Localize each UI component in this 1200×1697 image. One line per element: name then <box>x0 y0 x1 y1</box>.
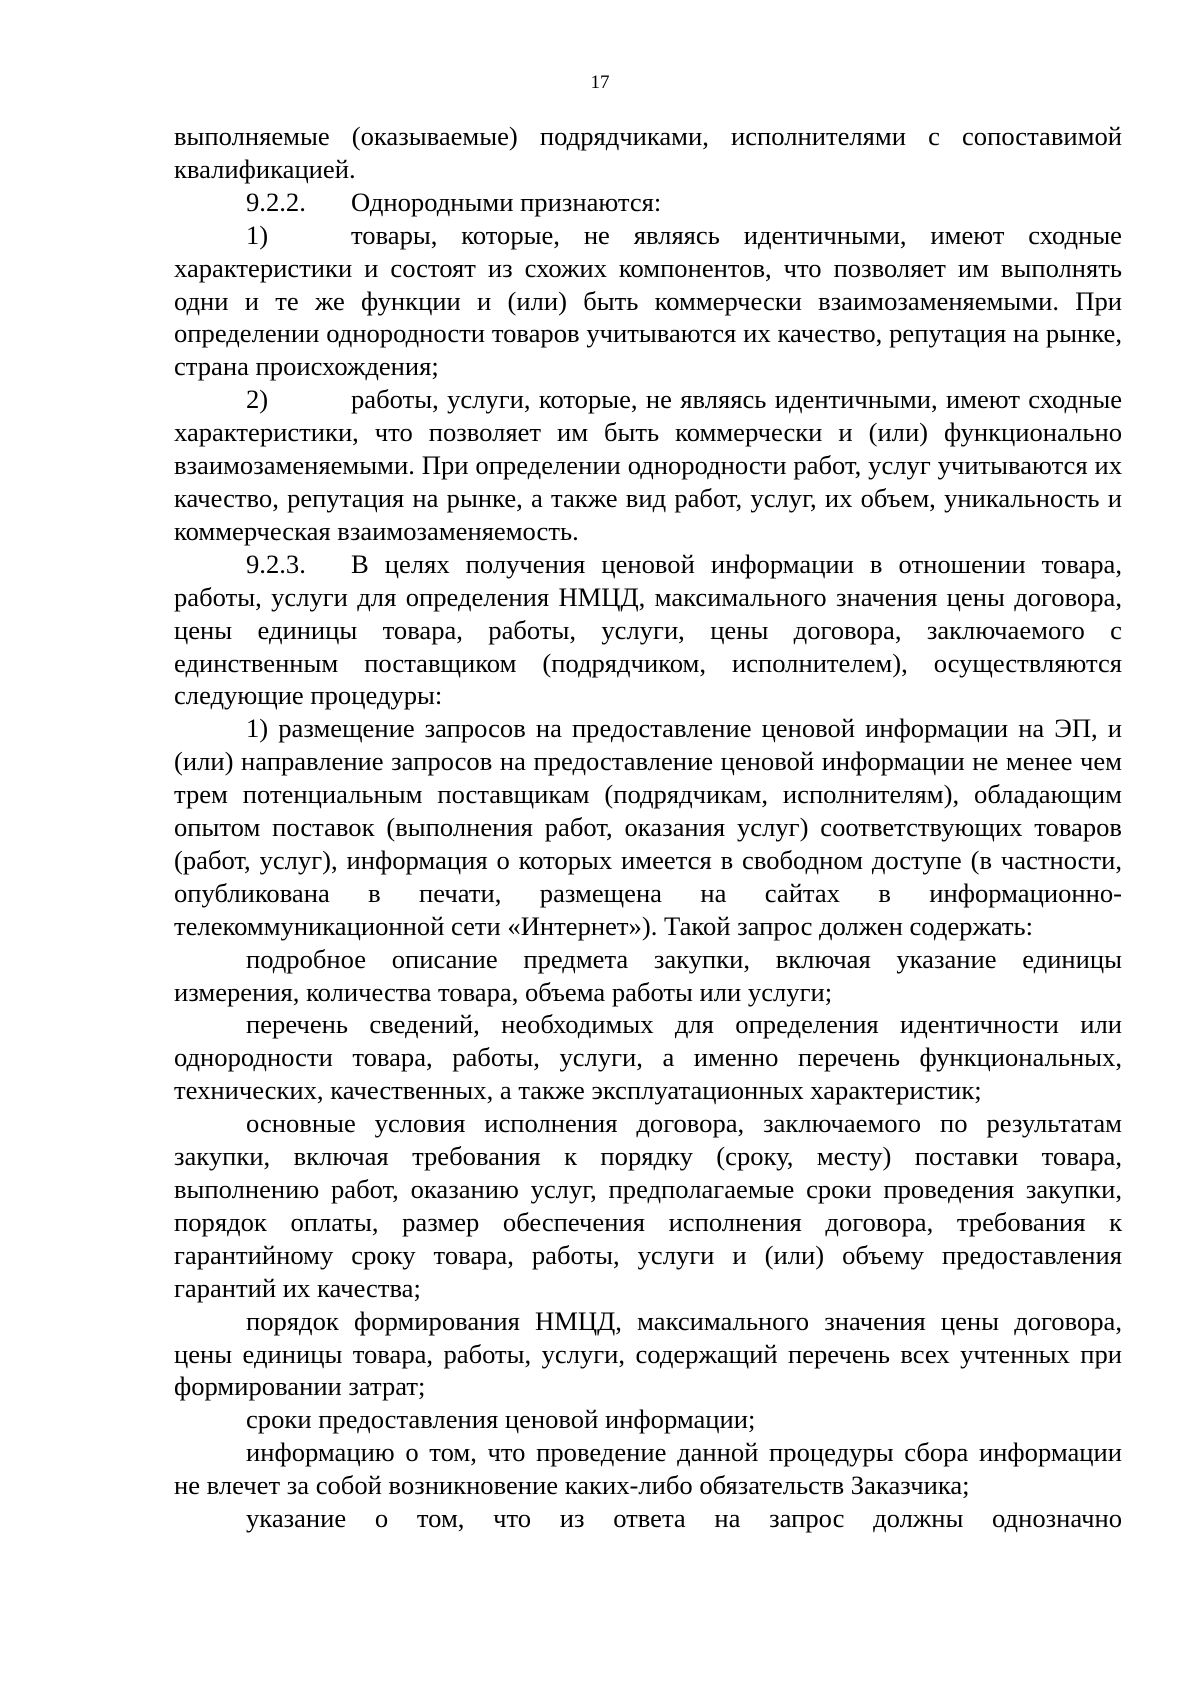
clause-text: Однородными признаются: <box>351 186 662 217</box>
list-item-number: 2) <box>246 384 269 415</box>
list-item-goods <box>174 219 1122 384</box>
list-item-number: 1) <box>246 219 269 250</box>
procedure-item-1: 1) размещение запросов на предоставление ценовой информации на ЭП, и (или) направление запросов на предоставление ценовой информации не менее чем трем потенциальным поставщикам (подрядчикам, исполнителям), обладающим опытом поставок (выполнения работ, оказания услуг) соответствующих товаров (работ, услуг), информация о которых имеется в свободном доступе (в частности, опубликована в печати, размещена на сайтах в информационно-телекоммуникационной сети «Интернет»). Такой запрос должен содержать: <box>174 713 1122 941</box>
request-requirement-unambiguous: указание о том, что из ответа на запрос должны однозначно <box>246 1503 1122 1534</box>
list-item-text: работы, услуги, которые, не являясь идентичными, имеют сходные характеристики, что позволяет им быть коммерчески и (или) функционально взаимозаменяемыми. При определении однородности работ, услуг учитываются их качество, репутация на рынке, а также вид работ, услуг, их объем, уникальность и коммерческая взаимозаменяемость. <box>174 384 1122 546</box>
request-requirement-deadlines: сроки предоставления ценовой информации; <box>246 1404 756 1435</box>
request-requirement-price-method: порядок формирования НМЦД, максимального значения цены договора, цены единицы товара, работы, услуги, содержащий перечень всех учтенных при формировании затрат; <box>174 1305 1122 1402</box>
request-requirement-description: подробное описание предмета закупки, включая указание единицы измерения, количества товара, объема работы или услуги; <box>174 943 1122 1007</box>
request-requirement-characteristics: перечень сведений, необходимых для определения идентичности или однородности товара, работы, услуги, а именно перечень функциональных, технических, качественных, а также эксплуатационных характеристик; <box>174 1009 1122 1106</box>
page-number: 17 <box>590 72 610 93</box>
clause-text: В целях получения ценовой информации в отношении товара, работы, услуги для определения НМЦД, максимального значения цены договора, цены единицы товара, работы, услуги, цены договора, заключаемого с единственным поставщиком (подрядчиком, исполнителем), осуществляются следующие процедуры: <box>174 548 1122 711</box>
clause-9-2-2 <box>174 186 1122 219</box>
request-requirement-conditions: основные условия исполнения договора, заключаемого по результатам закупки, включая требования к порядку (сроку, месту) поставки товара, выполнению работ, оказанию услуг, предполагаемые сроки проведения закупки, порядок оплаты, размер обеспечения исполнения договора, требования к гарантийному сроку товара, работы, услуги и (или) объему предоставления гарантий их качества; <box>174 1108 1122 1303</box>
document-body <box>174 120 1122 1535</box>
clause-number: 9.2.2. <box>246 186 306 217</box>
clause-9-2-3 <box>174 548 1122 713</box>
paragraph-continuation: выполняемые (оказываемые) подрядчиками, исполнителями с сопоставимой квалификацией. <box>174 121 1122 184</box>
request-requirement-no-obligations: информацию о том, что проведение данной процедуры сбора информации не влечет за собой возникновение каких-либо обязательств Заказчика; <box>174 1437 1122 1501</box>
clause-number: 9.2.3. <box>246 548 306 579</box>
list-item-works <box>174 383 1122 548</box>
list-item-text: товары, которые, не являясь идентичными, имеют сходные характеристики и состоят из схожих компонентов, что позволяет им выполнять одни и те же функции и (или) быть коммерчески взаимозаменяемыми. При определении однородности товаров учитываются их качество, репутация на рынке, страна происхождения; <box>174 219 1122 382</box>
